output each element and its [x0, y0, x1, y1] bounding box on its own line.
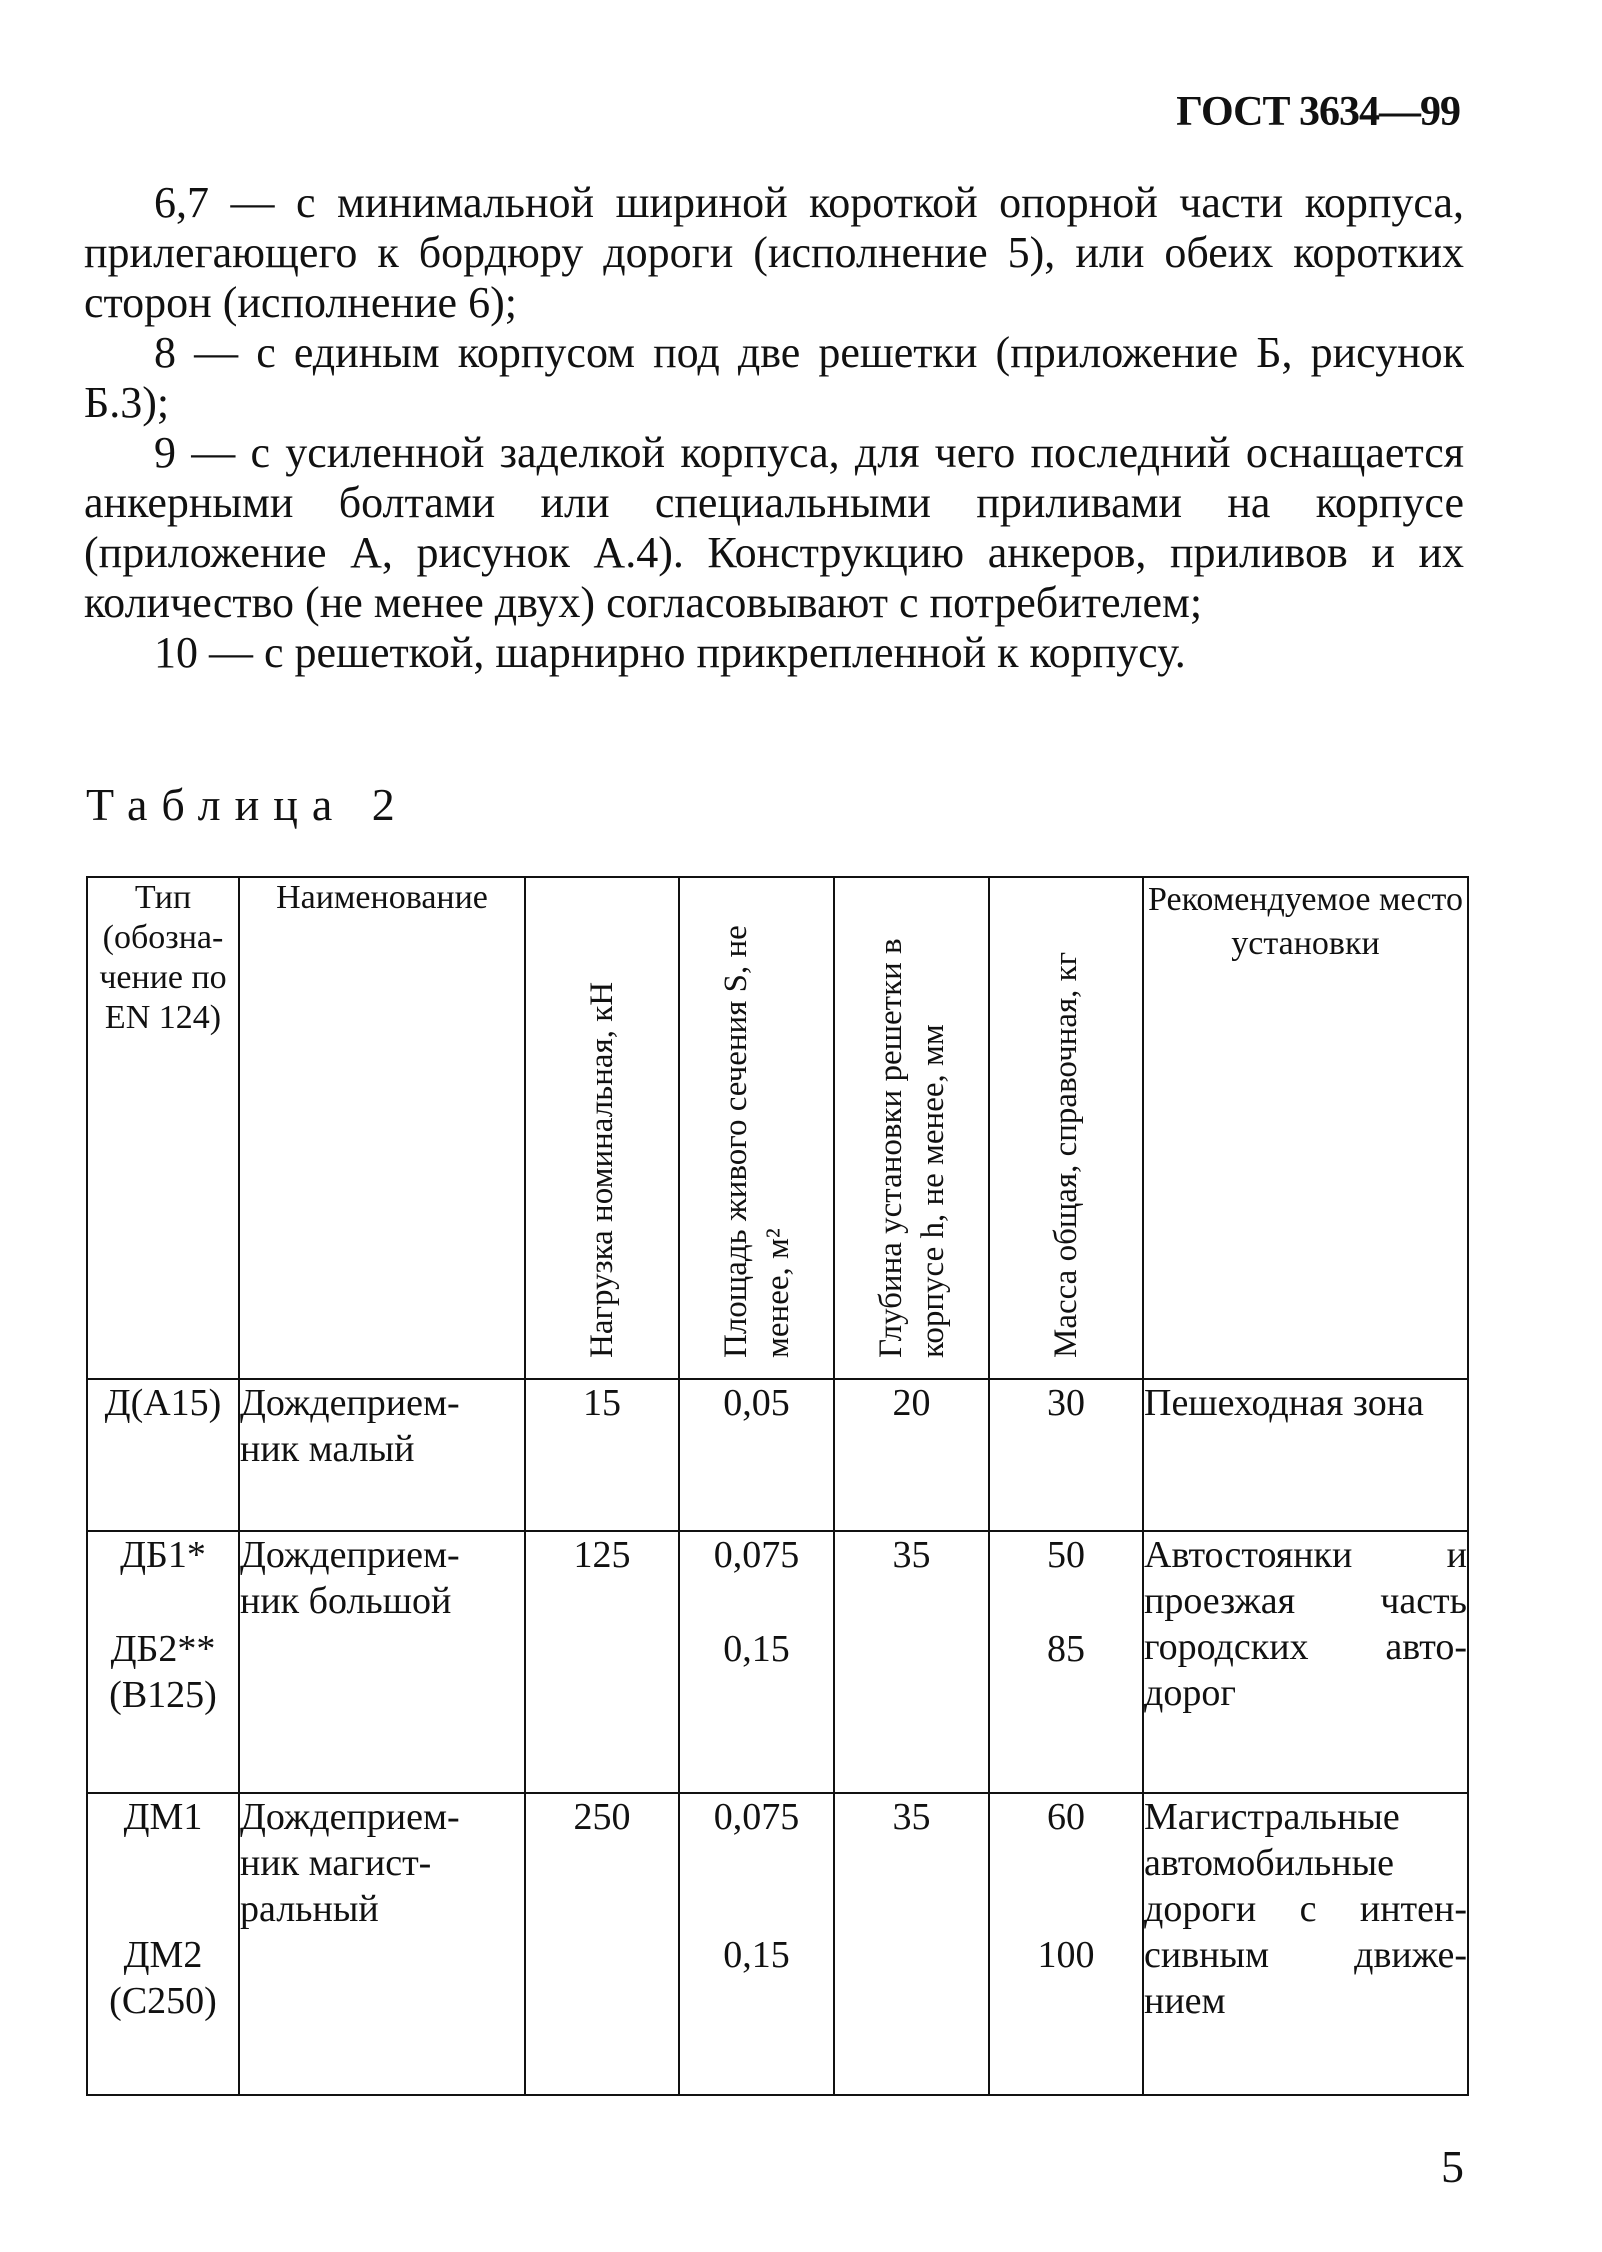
cell-load: 250 — [525, 1793, 679, 2095]
mass-value: 85 — [1047, 1628, 1085, 1670]
type-code-en: (С250) — [109, 1980, 217, 2022]
cell-type — [87, 1531, 239, 1793]
cell-load: 15 — [525, 1379, 679, 1531]
type-code: ДБ1* — [120, 1534, 206, 1576]
area-value: 0,075 — [713, 1534, 800, 1576]
cell-name: Дождеприем- ник малый — [239, 1379, 525, 1531]
paragraph: 8 — с единым корпусом под две решетки (приложение Б, рисунок Б.3); — [84, 328, 1464, 427]
paragraph: 10 — с решеткой, шарнирно прикрепленной к корпусу. — [154, 628, 1186, 677]
header-place: Рекомендуемое место установки — [1143, 877, 1468, 1379]
type-code: ДМ1 — [123, 1796, 203, 1838]
header-area — [679, 877, 834, 1379]
cell-place: Пешеходная зона — [1143, 1379, 1468, 1531]
mass-value: 50 — [1047, 1534, 1085, 1576]
cell-depth: 35 — [834, 1793, 989, 2095]
cell-depth: 35 — [834, 1531, 989, 1793]
paragraph: 6,7 — с минимальной шириной короткой опорной части корпуса, прилегающего к бордюру дороги (исполнение 5), или обеих коротких сторон (исполнение 6); — [84, 178, 1464, 327]
cell-area — [679, 1793, 834, 2095]
cell-name: Дождеприем- ник большой — [239, 1531, 525, 1793]
mass-value: 100 — [1037, 1934, 1095, 1976]
type-code-en: (В125) — [109, 1674, 217, 1716]
table-header-row — [87, 877, 1468, 1379]
header-mass — [989, 877, 1143, 1379]
cell-area — [679, 1531, 834, 1793]
header-type: Тип (обозна- чение по EN 124) — [87, 877, 239, 1379]
cell-place: Магистральные автомобильные дороги с интен- сивным движе- нием — [1143, 1793, 1468, 2095]
area-value: 0,15 — [723, 1628, 790, 1670]
table-row — [87, 1531, 1468, 1793]
body-text — [84, 178, 1464, 678]
mass-value: 30 — [1047, 1382, 1085, 1424]
table-row — [87, 1793, 1468, 2095]
document-header: ГОСТ 3634—99 — [1176, 89, 1460, 135]
cell-area — [679, 1379, 834, 1531]
cell-place: Автостоянки и проезжая часть городских авто- дорог — [1143, 1531, 1468, 1793]
header-area-text: Площадь живого сечения S, не менее, м² — [717, 925, 796, 1358]
type-code: Д(А15) — [104, 1382, 222, 1424]
area-value: 0,15 — [723, 1934, 790, 1976]
area-value: 0,075 — [713, 1796, 800, 1838]
header-mass-text: Масса общая, справочная, кг — [1048, 951, 1084, 1358]
cell-mass — [989, 1379, 1143, 1531]
type-code: ДБ2** — [110, 1628, 216, 1670]
cell-mass — [989, 1531, 1143, 1793]
header-load-text: Нагрузка номинальная, кН — [584, 981, 620, 1358]
page-number: 5 — [1441, 2141, 1464, 2192]
paragraph: 9 — с усиленной заделкой корпуса, для чего последний оснащается анкерными болтами или специальными приливами на корпусе (приложение А, рисунок А.4). Конструкцию анкеров, приливов и их количество (не менее двух) согласовывают с потребителем; — [84, 428, 1464, 627]
type-code: ДМ2 — [123, 1934, 203, 1976]
cell-load: 125 — [525, 1531, 679, 1793]
header-depth — [834, 877, 989, 1379]
table-caption: Таблица 2 — [86, 779, 409, 830]
cell-depth: 20 — [834, 1379, 989, 1531]
cell-name: Дождеприем- ник магист- ральный — [239, 1793, 525, 2095]
header-load — [525, 877, 679, 1379]
header-name: Наименование — [239, 877, 525, 1379]
mass-value: 60 — [1047, 1796, 1085, 1838]
cell-type — [87, 1379, 239, 1531]
area-value: 0,05 — [723, 1382, 790, 1424]
table-row — [87, 1379, 1468, 1531]
spec-table — [86, 876, 1469, 2096]
header-depth-text: Глубина установки решетки в корпусе h, не менее, мм — [872, 938, 951, 1358]
cell-mass — [989, 1793, 1143, 2095]
cell-type — [87, 1793, 239, 2095]
